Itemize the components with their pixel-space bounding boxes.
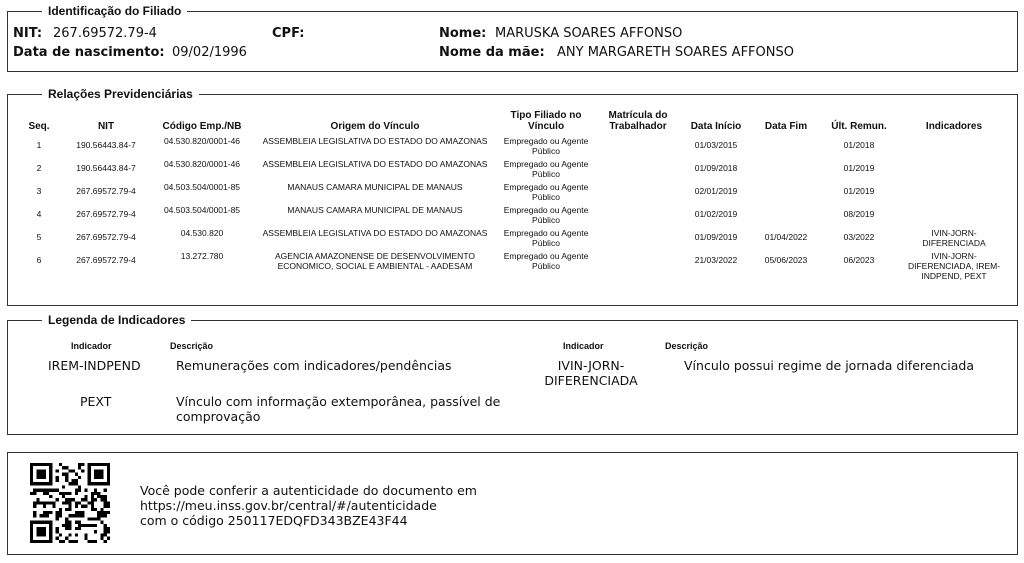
cell-matricula	[596, 157, 680, 180]
cell-nit: 267.69572.79-4	[76, 232, 136, 242]
cell-origem: ASSEMBLEIA LEGISLATIVA DO ESTADO DO AMAZONAS	[262, 159, 488, 169]
legenda-section	[7, 313, 1018, 435]
cell-tipo: Empregado ou Agente Público	[503, 251, 589, 271]
cell-codigo: 04.503.504/0001-85	[163, 182, 241, 192]
cell-seq: 3	[36, 186, 42, 196]
cell-origem: ASSEMBLEIA LEGISLATIVA DO ESTADO DO AMAZONAS	[262, 228, 488, 238]
cell-remun: 06/2023	[843, 255, 875, 265]
autenticidade-url: https://meu.inss.gov.br/central/#/autenticidade	[140, 498, 437, 513]
cell-seq: 2	[36, 163, 42, 173]
col-header-tipo: Tipo Filiado no Vínculo	[510, 110, 582, 132]
cell-remun: 03/2022	[843, 232, 875, 242]
cell-indicadores: IVIN-JORN-DIFERENCIADA, IREM-INDPEND, PEXT	[907, 251, 1001, 281]
cpf-label: CPF:	[272, 26, 305, 41]
cell-tipo: Empregado ou Agente Público	[503, 136, 589, 156]
col-header-inicio: Data Início	[690, 121, 742, 132]
col-header-remun: Últ. Remun.	[831, 121, 887, 132]
cell-inicio: 01/09/2018	[694, 163, 738, 173]
autenticidade-codigo: com o código 250117EDQFD343BZE43F44	[140, 513, 408, 528]
table-row	[16, 203, 1010, 226]
autenticidade-line-1: Você pode conferir a autenticidade do documento em	[140, 483, 477, 498]
cell-indicadores	[898, 180, 1010, 203]
cell-origem: ASSEMBLEIA LEGISLATIVA DO ESTADO DO AMAZONAS	[262, 136, 488, 146]
cell-tipo: Empregado ou Agente Público	[503, 205, 589, 225]
cell-indicadores: IVIN-JORN-DIFERENCIADA	[922, 228, 986, 248]
legenda-indicador: IREM-INDPEND	[48, 358, 141, 373]
autenticidade-section	[7, 452, 1018, 555]
cell-remun: 01/2018	[843, 140, 875, 150]
cell-inicio: 01/09/2019	[694, 232, 738, 242]
legenda-col-indicador-2: Indicador	[563, 341, 604, 351]
cell-remun: 01/2019	[843, 186, 875, 196]
table-row	[16, 226, 1010, 249]
cell-fim: 05/06/2023	[764, 255, 808, 265]
nome-label: Nome:	[439, 26, 487, 41]
cell-inicio: 02/01/2019	[694, 186, 738, 196]
cell-inicio: 21/03/2022	[694, 255, 738, 265]
legenda-descricao: Vínculo possui regime de jornada diferenciada	[684, 358, 974, 373]
cell-codigo: 04.503.504/0001-85	[163, 205, 241, 215]
legenda-descricao: Vínculo com informação extemporânea, passível de comprovação	[176, 394, 501, 424]
cell-tipo: Empregado ou Agente Público	[503, 159, 589, 179]
relacoes-title: Relações Previdenciárias	[42, 86, 199, 102]
cell-fim	[752, 203, 820, 226]
cell-nit: 190.56443.84-7	[76, 140, 136, 150]
cell-indicadores	[898, 203, 1010, 226]
nit-label: NIT:	[13, 26, 43, 41]
qr-code-icon	[30, 463, 110, 543]
cell-nit: 267.69572.79-4	[76, 255, 136, 265]
table-row	[16, 134, 1010, 157]
table-row	[16, 249, 1010, 282]
col-header-indicadores: Indicadores	[925, 121, 983, 132]
cell-codigo: 13.272.780	[180, 251, 224, 261]
cell-matricula	[596, 249, 680, 282]
cell-origem: MANAUS CAMARA MUNICIPAL DE MANAUS	[287, 182, 463, 192]
cell-matricula	[596, 180, 680, 203]
cell-tipo: Empregado ou Agente Público	[503, 182, 589, 202]
cell-fim: 01/04/2022	[764, 232, 808, 242]
nome-value: MARUSKA SOARES AFFONSO	[495, 26, 683, 41]
relacoes-section	[7, 87, 1018, 306]
cell-seq: 4	[36, 209, 42, 219]
cell-codigo: 04.530.820/0001-46	[163, 159, 241, 169]
col-header-matricula: Matrícula do Trabalhador	[608, 110, 668, 132]
nit-value: 267.69572.79-4	[53, 26, 157, 41]
table-header-row	[16, 105, 1010, 134]
col-header-origem: Origem do Vínculo	[330, 121, 420, 132]
legenda-col-indicador: Indicador	[71, 341, 112, 351]
cell-seq: 5	[36, 232, 42, 242]
col-header-nit: NIT	[97, 121, 115, 132]
cell-indicadores	[898, 157, 1010, 180]
legenda-indicador: IVIN-JORN-DIFERENCIADA	[544, 358, 638, 388]
legenda-descricao: Remunerações com indicadores/pendências	[176, 358, 452, 373]
col-header-seq: Seq.	[28, 121, 50, 132]
legenda-indicador: PEXT	[80, 394, 112, 409]
cell-matricula	[596, 203, 680, 226]
cell-codigo: 04.530.820/0001-46	[163, 136, 241, 146]
cell-codigo: 04.530.820	[180, 228, 224, 238]
cell-seq: 1	[36, 140, 42, 150]
cell-inicio: 01/03/2015	[694, 140, 738, 150]
cell-inicio: 01/02/2019	[694, 209, 738, 219]
table-row	[16, 180, 1010, 203]
cell-remun: 01/2019	[843, 163, 875, 173]
cell-tipo: Empregado ou Agente Público	[503, 228, 589, 248]
cell-fim	[752, 134, 820, 157]
col-header-fim: Data Fim	[764, 121, 808, 132]
mae-value: ANY MARGARETH SOARES AFFONSO	[557, 45, 794, 60]
cell-origem: AGENCIA AMAZONENSE DE DESENVOLVIMENTO ECONOMICO, SOCIAL E AMBIENTAL - AADESAM	[275, 251, 475, 271]
cell-fim	[752, 180, 820, 203]
cell-origem: MANAUS CAMARA MUNICIPAL DE MANAUS	[287, 205, 463, 215]
table-row	[16, 157, 1010, 180]
cell-matricula	[596, 226, 680, 249]
relacoes-table	[16, 105, 1010, 282]
autenticidade-text	[140, 483, 477, 528]
nascimento-value: 09/02/1996	[172, 45, 247, 60]
identificacao-title: Identificação do Filiado	[42, 3, 187, 19]
mae-label: Nome da mãe:	[439, 45, 545, 60]
legenda-col-descricao: Descrição	[170, 341, 214, 351]
cell-seq: 6	[36, 255, 42, 265]
col-header-codigo: Código Emp./NB	[162, 121, 242, 132]
cell-indicadores	[898, 134, 1010, 157]
cell-nit: 267.69572.79-4	[76, 209, 136, 219]
nascimento-label: Data de nascimento:	[13, 45, 165, 60]
legenda-col-descricao-2: Descrição	[665, 341, 709, 351]
legenda-title: Legenda de Indicadores	[42, 312, 191, 328]
cell-nit: 190.56443.84-7	[76, 163, 136, 173]
cell-matricula	[596, 134, 680, 157]
identificacao-section	[7, 4, 1018, 72]
cell-fim	[752, 157, 820, 180]
cell-nit: 267.69572.79-4	[76, 186, 136, 196]
cell-remun: 08/2019	[843, 209, 875, 219]
